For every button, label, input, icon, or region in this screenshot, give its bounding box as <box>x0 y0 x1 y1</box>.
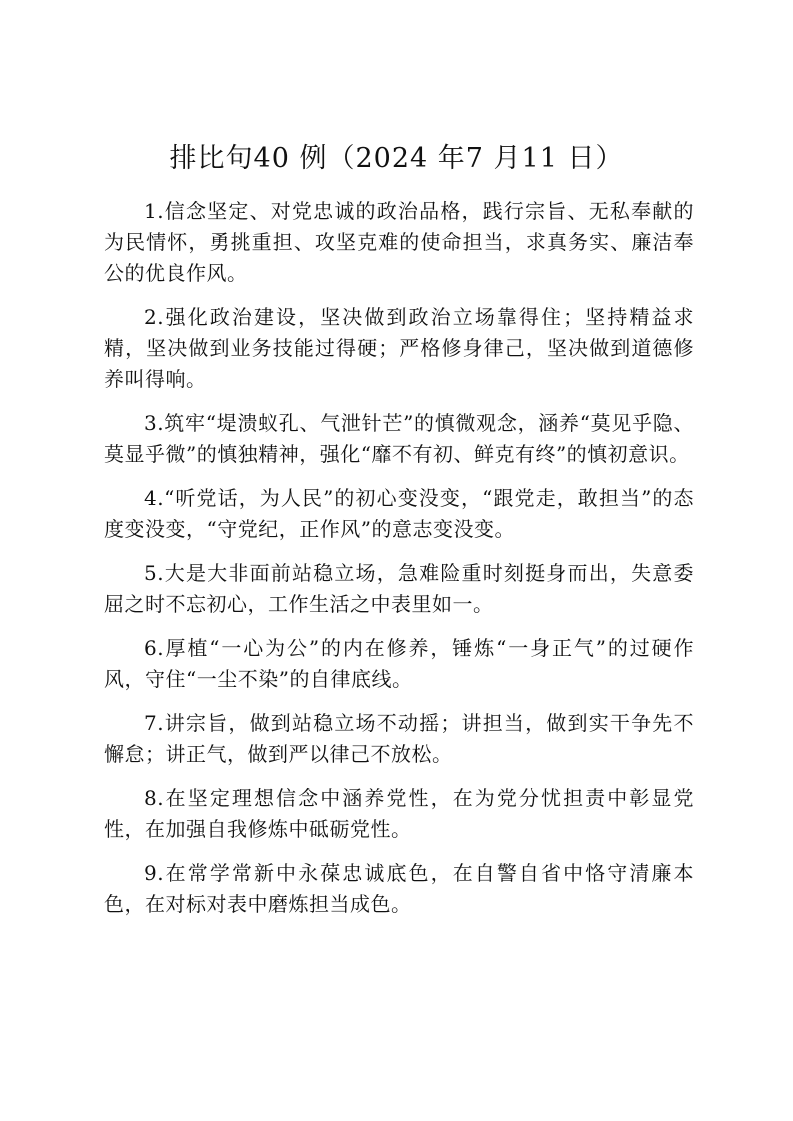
document-body <box>104 196 694 933</box>
paragraph-5: 5.大是大非面前站稳立场，急难险重时刻挺身而出，失意委屈之时不忘初心，工作生活之中表里如一。 <box>104 561 694 616</box>
paragraph-4: 4.“听党话，为人民”的初心变没变，“跟党走，敢担当”的态度变没变，“守党纪，正作风”的意志变没变。 <box>104 486 694 541</box>
paragraph-9: 9.在常学常新中永葆忠诚底色，在自警自省中恪守清廉本色，在对标对表中磨炼担当成色。 <box>104 861 694 916</box>
paragraph-7: 7.讲宗旨，做到站稳立场不动摇；讲担当，做到实干争先不懈怠；讲正气，做到严以律己不放松。 <box>104 711 694 766</box>
paragraph-8: 8.在坚定理想信念中涵养党性，在为党分忧担责中彰显党性，在加强自我修炼中砥砺党性。 <box>104 786 694 841</box>
paragraph-3: 3.筑牢“堤溃蚁孔、气泄针芒”的慎微观念，涵养“莫见乎隐、莫显乎微”的慎独精神，强化“靡不有初、鲜克有终”的慎初意识。 <box>104 411 694 466</box>
document-title: 排比句40 例（2024 年7 月11 日） <box>169 143 624 174</box>
paragraph-2: 2.强化政治建设，坚决做到政治立场靠得住；坚持精益求精，坚决做到业务技能过得硬；严格修身律己，坚决做到道德修养叫得响。 <box>104 305 694 391</box>
paragraph-1: 1.信念坚定、对党忠诚的政治品格，践行宗旨、无私奉献的为民情怀，勇挑重担、攻坚克难的使命担当，求真务实、廉洁奉公的优良作风。 <box>104 199 694 285</box>
paragraph-6: 6.厚植“一心为公”的内在修养，锤炼“一身正气”的过硬作风，守住“一尘不染”的自律底线。 <box>104 636 694 691</box>
